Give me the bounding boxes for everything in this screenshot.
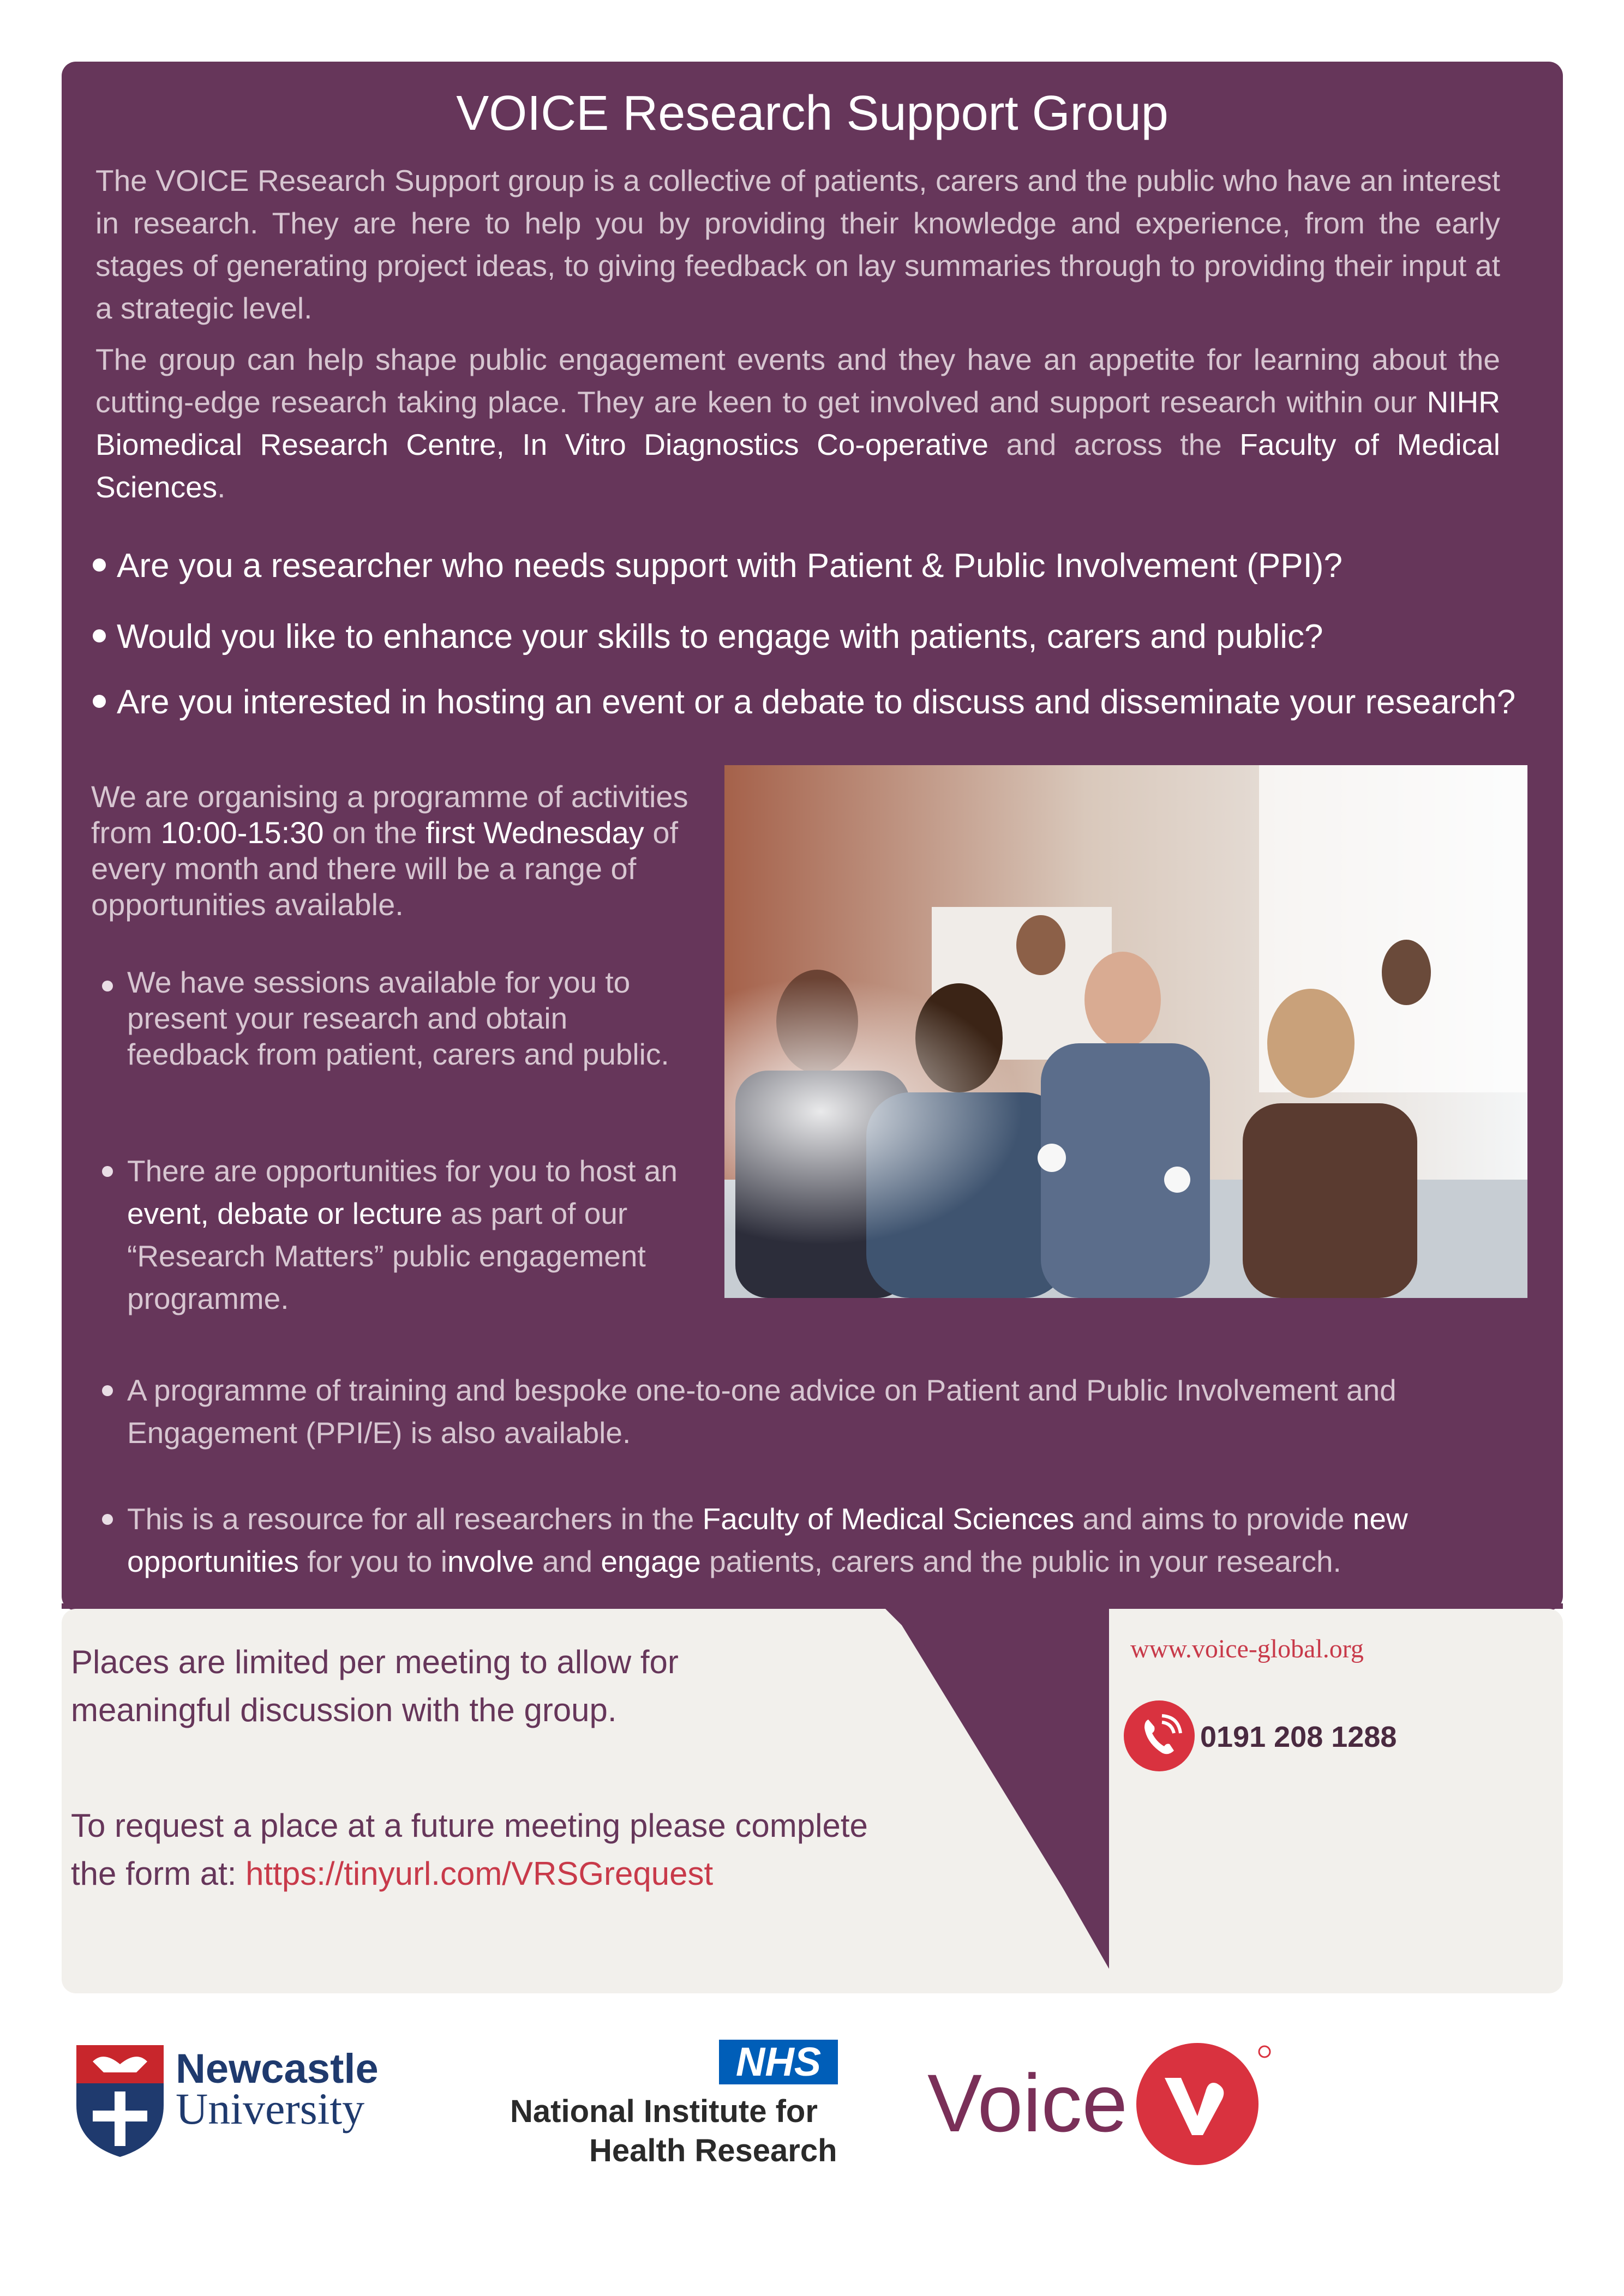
places-limited-text: Places are limited per meeting to allow for meaningful discussion with the group. [71,1644,679,1728]
bullet-dot [93,558,106,572]
nihr-logo-line1: National Institute for [510,2094,818,2129]
voice-logo-text: Voice [927,2057,1128,2149]
bullet-dot [102,1385,113,1396]
intro-paragraph: The VOICE Research Support group is a collective of patients, carers and the public who have an interest in research. They are here to help you by providing their knowledge and experience, from the early stages of generating project ideas, to giving feedback on lay summaries through to providing their input at a strategic level. [95,164,1500,325]
phone-number: 0191 208 1288 [1200,1721,1397,1753]
request-form-link[interactable]: https://tinyurl.com/VRSGrequest [245,1855,714,1892]
bullet-dot [102,981,113,991]
second-paragraph: The group can help shape public engagement events and they have an appetite for learning about the cutting-edge research taking place. They are keen to get involved and support research within our NIHR Biomedical Research Centre, In Vitro Diagnostics Co-operative and across the Faculty of Medical Sciences. [95,342,1500,504]
newcastle-logo-line2: University [176,2084,365,2133]
bullet-resource: This is a resource for all researchers in the Faculty of Medical Sciences and aims to provide new opportunities for you to involve and engage patients, carers and the public in your research. [95,1498,1503,1583]
voice-logo-mark [1135,2040,1287,2171]
newcastle-logo-line1: Newcastle [176,2046,379,2092]
nhs-logo: NHS [719,2040,838,2084]
page-title: VOICE Research Support Group [456,86,1168,141]
bullet-training: A programme of training and bespoke one-to-one advice on Patient and Public Involvement and Engagement (PPI/E) is also available. [95,1369,1503,1454]
bullet-dot [93,695,106,708]
bullet-sessions: We have sessions available for you to present your research and obtain feedback from patient, carers and public. [95,964,696,1072]
bullet-dot [102,1166,113,1177]
people-networking-photo [724,765,1527,1298]
request-place-text: To request a place at a future meeting please complete the form at: https://tinyurl.com/VRSGrequest [71,1807,868,1892]
website-link[interactable]: www.voice-global.org [1130,1634,1364,1663]
phone-icon [1124,1700,1195,1771]
nihr-logo-line2: Health Research [589,2133,837,2168]
programme-paragraph: We are organising a programme of activities from 10:00-15:30 on the first Wednesday of every month and there will be a range of opportunities available. [91,779,688,922]
bullet-host-event: There are opportunities for you to host an event, debate or lecture as part of our “Research Matters” public engagement programme. [95,1150,712,1320]
question-enhance-skills: Would you like to enhance your skills to engage with patients, carers and public? [93,615,1538,659]
bullet-dot [93,629,106,642]
newcastle-university-crest [71,2040,169,2160]
bullet-dot [102,1514,113,1525]
question-host-event: Are you interested in hosting an event or a debate to discuss and disseminate your research? [93,681,1538,724]
question-ppi-support: Are you a researcher who needs support with Patient & Public Involvement (PPI)? [93,544,1538,588]
